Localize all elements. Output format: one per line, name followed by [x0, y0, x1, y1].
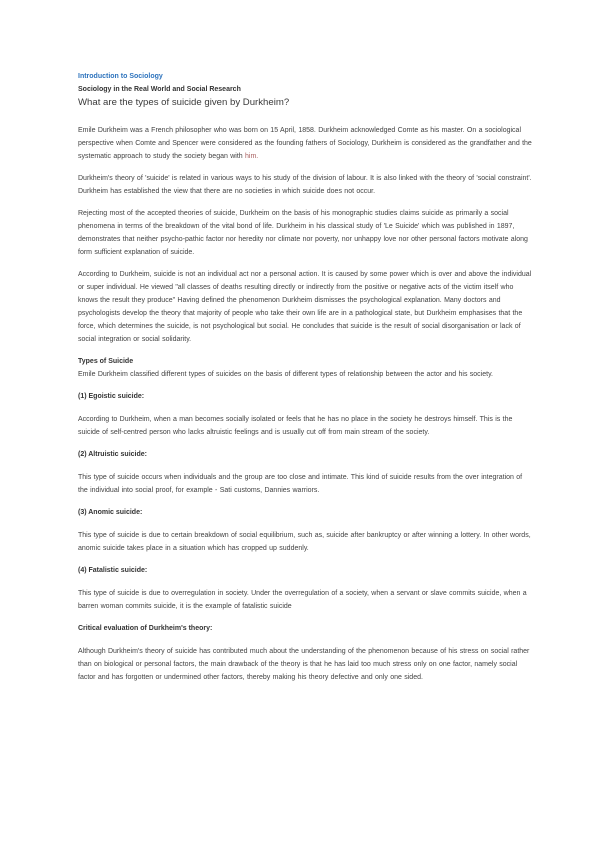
section-body: Emile Durkheim classified different types of suicides on the basis of different types of relationship between the actor and his society. — [78, 371, 493, 378]
breadcrumb-link[interactable]: Introduction to Sociology — [78, 73, 163, 80]
section-heading: (4) Fatalistic suicide: — [78, 567, 148, 574]
him-link[interactable]: him. — [245, 153, 259, 160]
page-title: What are the types of suicide given by Durkheim? — [78, 97, 290, 108]
paragraph-intro — [78, 124, 534, 163]
section-body: This type of suicide is due to overregulation in society. Under the overregulation of a society, when a servant or slave commits suicide, when a barren woman commits suicide, it is the example of fatalistic suicide — [78, 590, 527, 610]
article — [78, 72, 534, 693]
section-heading: (3) Anomic suicide: — [78, 509, 143, 516]
section-body: This type of suicide occurs when individuals and the group are too close and intimate. This kind of suicide results from the over integration of the individual into social proof, for example - Sati customs, Dannies warriors. — [78, 474, 523, 494]
section-body: This type of suicide is due to certain breakdown of social equilibrium, such as, suicide after bankruptcy or after winning a lottery. In other words, anomic suicide takes place in a situation which has cropped up suddenly. — [78, 532, 531, 552]
section-heading: Critical evaluation of Durkheim's theory: — [78, 625, 213, 632]
section-heading: (1) Egoistic suicide: — [78, 393, 145, 400]
paragraph-suicide-theory: Durkheim's theory of 'suicide' is related in various ways to his study of the division of labour. It is also linked with the theory of 'social constraint'. Durkheim has established the view that there are no societies in which suicide does not occur. — [78, 175, 532, 195]
paragraph-rejecting-theories: Rejecting most of the accepted theories of suicide, Durkheim on the basis of his monographic studies claims suicide as primarily a social phenomena in terms of the breakdown of the vital bond of life. Durkheim in his classical study of 'Le Suicide' which was published in 1897, demonstrates that neither psycho-pathic factor nor heredity nor climate nor poverty, nor unhappy love nor other personal factors motivate along form sufficient explanation of suicide. — [78, 210, 528, 256]
section-critical-evaluation — [78, 622, 534, 684]
paragraph-intro-text: Emile Durkheim was a French philosopher who was born on 15 April, 1858. Durkheim acknowledged Comte as his master. On a sociological perspective when Comte and Spencer were considered as the founding fathers of Sociology, Durkheim is considered as the grandfather and the systematic approach to study the society began with — [78, 127, 532, 160]
section-body: According to Durkheim, when a man becomes socially isolated or feels that he has no place in the society he destroys himself. This is the suicide of self-centred person who lacks altruistic feelings and is usually cut off from main stream of the society. — [78, 416, 513, 436]
section-anomic-suicide — [78, 506, 534, 555]
article-subtitle: Sociology in the Real World and Social Research — [78, 86, 241, 93]
section-body: Although Durkheim's theory of suicide has contributed much about the understanding of the phenomenon because of his stress on social rather than on biological or personal factors, the main drawback of the theory is that he has laid too much stress only on one factor, namely social factor and has forgotten or undermined other factors, thereby making his theory defective and only one sided. — [78, 648, 530, 681]
section-heading: (2) Altruistic suicide: — [78, 451, 147, 458]
section-altruistic-suicide — [78, 448, 534, 497]
section-fatalistic-suicide — [78, 564, 534, 613]
section-types-of-suicide — [78, 355, 534, 381]
section-egoistic-suicide — [78, 390, 534, 439]
paragraph-according-to-durkheim: According to Durkheim, suicide is not an individual act nor a personal action. It is caused by some power which is over and above the individual or super individual. He viewed "all classes of deaths resulting directly or indirectly from the positive or negative acts of the victim itself who knows the result they produce" Having defined the phenomenon Durkheim dismisses the psychological explanation. Many doctors and psychologists develop the theory that majority of people who take their own life are in a pathological state, but Durkheim emphasises that the force, which determines the suicide, is not psychological but social. He concludes that suicide is the result of social disorganisation or lack of social integration or social solidarity. — [78, 271, 532, 343]
section-heading: Types of Suicide — [78, 358, 134, 365]
